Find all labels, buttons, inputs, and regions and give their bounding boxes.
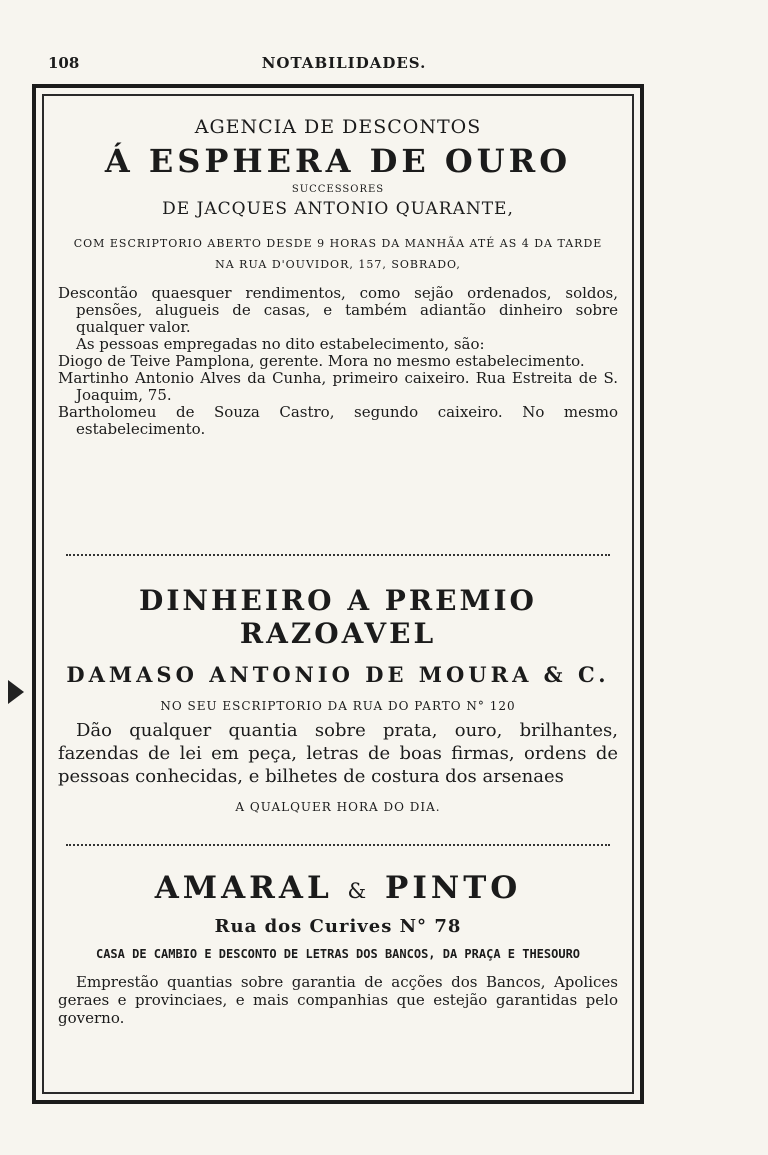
ad1-title: AGENCIA DE DESCONTOS <box>194 116 482 138</box>
ad2-hours: A QUALQUER HORA DO DIA. <box>235 800 441 814</box>
ad3-address: Rua dos Curives N° 78 <box>214 916 462 937</box>
margin-arrow-icon <box>8 680 24 704</box>
ad2-title: DINHEIRO A PREMIO RAZOAVEL <box>139 584 537 650</box>
running-title: NOTABILIDADES. <box>261 54 427 72</box>
ad3-business-type: CASA DE CAMBIO E DESCONTO DE LETRAS DOS BANCOS, DA PRAÇA E THESOURO <box>95 947 581 961</box>
ad3-paragraph: Emprestão quantias sobre garantia de acções dos Bancos, Apolices geraes e provinciaes, e mais companhias que estejão garantidas pelo governo. <box>58 973 618 1027</box>
ad2-body <box>58 719 618 788</box>
ad2-paragraph: Dão qualquer quantia sobre prata, ouro, brilhantes, fazendas de lei em peça, letras de boas firmas, ordens de pessoas conhecidas, e bilhetes de costura dos arsenaes <box>58 720 618 787</box>
ad1-hours <box>58 233 618 275</box>
ad1-business-name: Á ESPHERA DE OURO <box>104 142 572 180</box>
ad1-paragraph: Diogo de Teive Pamplona, gerente. Mora no mesmo estabelecimento. <box>58 352 585 370</box>
ad1-hours-line1: COM ESCRIPTORIO ABERTO DESDE 9 HORAS DA MANHÃA ATÉ AS 4 DA TARDE <box>73 237 603 250</box>
advertisement-inner-border <box>42 94 634 1094</box>
ad3-name-part1: AMARAL <box>154 870 333 906</box>
ad3-ampersand: & <box>347 879 371 903</box>
page-number: 108 <box>48 54 80 72</box>
ad1-paragraph: Descontão quaesquer rendimentos, como sejão ordenados, soldos, pensões, alugueis de casas, e também adiantão dinheiro sobre qualquer valor. <box>58 284 618 336</box>
ad1-successors: SUCCESSORES <box>291 184 385 195</box>
ad1-owner: DE JACQUES ANTONIO QUARANTE, <box>162 199 514 219</box>
ad1-hours-line2: NA RUA D'OUVIDOR, 157, SOBRADO, <box>215 258 461 271</box>
ad3-name-part2: PINTO <box>385 870 522 906</box>
ad-agencia-descontos <box>58 116 618 438</box>
ad1-paragraph: Martinho Antonio Alves da Cunha, primeiro caixeiro. Rua Estreita de S. Joaquim, 75. <box>58 369 618 404</box>
ad3-firm-name <box>58 870 618 906</box>
advertisement-frame <box>32 84 644 1104</box>
ad3-body <box>58 973 618 1027</box>
ad1-body <box>58 285 618 438</box>
ad2-address: NO SEU ESCRIPTORIO DA RUA DO PARTO N° 120 <box>160 699 516 713</box>
ad-amaral-pinto <box>58 870 618 1027</box>
ad2-firm-name: DAMASO ANTONIO DE MOURA & C. <box>66 662 610 687</box>
ad-dinheiro-premio <box>58 584 618 814</box>
section-divider <box>66 554 610 560</box>
ad1-paragraph: Bartholomeu de Souza Castro, segundo caixeiro. No mesmo estabelecimento. <box>58 403 618 438</box>
page-header <box>48 54 640 76</box>
section-divider <box>66 844 610 850</box>
ad1-paragraph: As pessoas empregadas no dito estabelecimento, são: <box>76 335 485 353</box>
